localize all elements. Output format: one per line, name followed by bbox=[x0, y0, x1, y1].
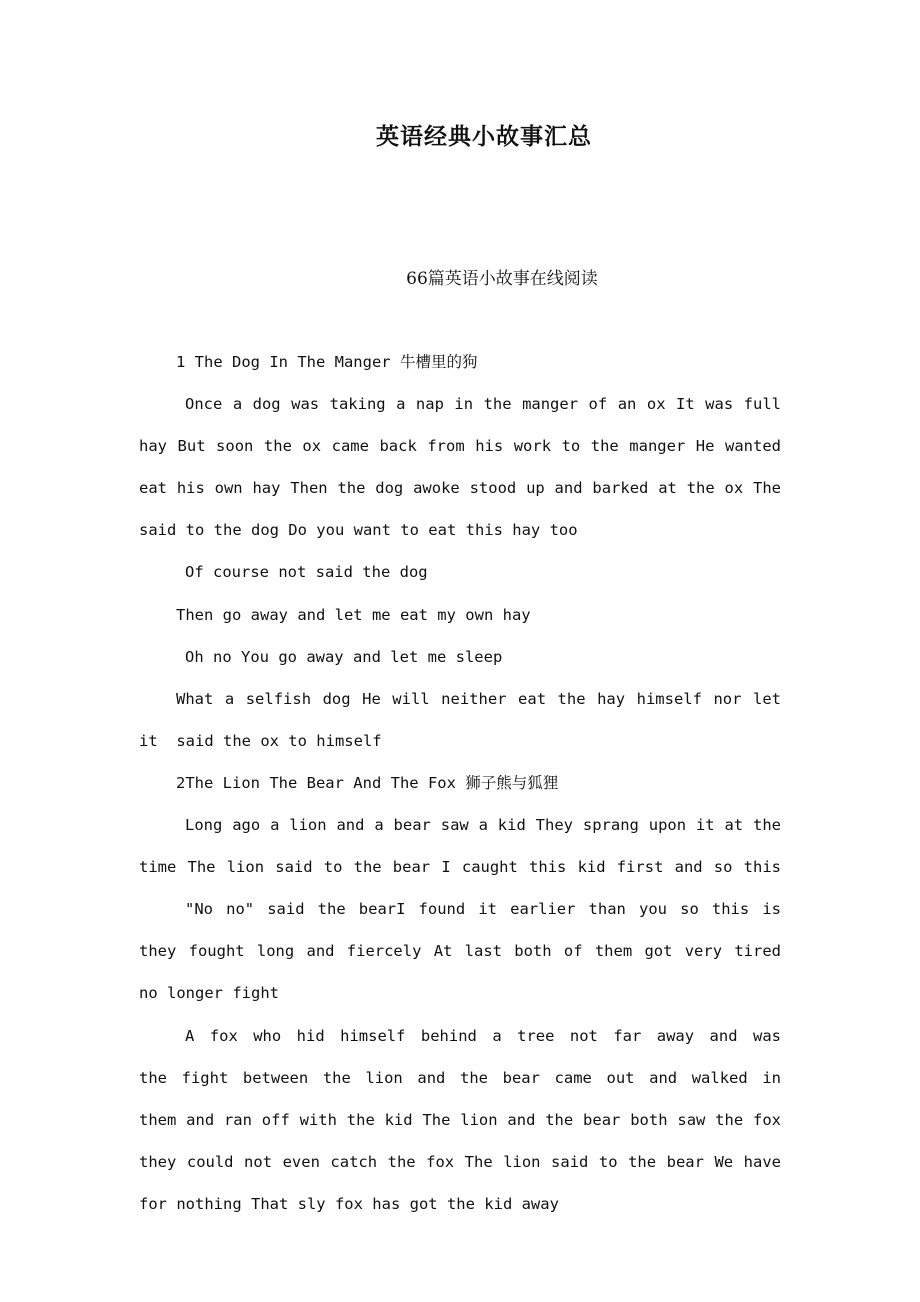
document-title: 英语经典小故事汇总 bbox=[376, 123, 592, 150]
story-heading: 1 The Dog In The Manger 牛槽里的狗 bbox=[176, 353, 478, 371]
story-line: Oh no You go away and let me sleep bbox=[185, 647, 503, 666]
story-line: they could not even catch the fox The lion said to the bear We have bbox=[139, 1152, 781, 1171]
story-line: eat his own hay Then the dog awoke stood up and barked at the ox The bbox=[139, 479, 781, 498]
story-line: "No no" said the bearI found it earlier than you so this is bbox=[185, 900, 781, 919]
story-heading: 2The Lion The Bear And The Fox 狮子熊与狐狸 bbox=[176, 773, 559, 792]
story-line: Of course not said the dog bbox=[185, 563, 428, 582]
story-line: them and ran off with the kid The lion and the bear both saw the fox bbox=[139, 1110, 781, 1129]
story-line: What a selfish dog He will neither eat the hay himself nor let bbox=[176, 689, 781, 708]
story-line: Once a dog was taking a nap in the manger of an ox It was full bbox=[185, 395, 781, 414]
story-line: no longer fight bbox=[139, 984, 279, 1003]
story-line: for nothing That sly fox has got the kid away bbox=[139, 1194, 559, 1213]
story-line: they fought long and fiercely At last both of them got very tired bbox=[139, 942, 781, 961]
story-line: hay But soon the ox came back from his work to the manger He wanted bbox=[139, 437, 781, 456]
document-subtitle: 66篇英语小故事在线阅读 bbox=[406, 269, 598, 289]
story-body bbox=[139, 341, 781, 1225]
story-line: it said the ox to himself bbox=[139, 731, 382, 750]
story-line: A fox who hid himself behind a tree not far away and was bbox=[185, 1026, 781, 1045]
story-line: the fight between the lion and the bear came out and walked in bbox=[139, 1068, 781, 1087]
story-line: time The lion said to the bear I caught this kid first and so this bbox=[139, 858, 781, 877]
story-line: Long ago a lion and a bear saw a kid They sprang upon it at the bbox=[185, 816, 781, 835]
story-line: Then go away and let me eat my own hay bbox=[176, 605, 531, 624]
story-line: said to the dog Do you want to eat this hay too bbox=[139, 521, 578, 540]
